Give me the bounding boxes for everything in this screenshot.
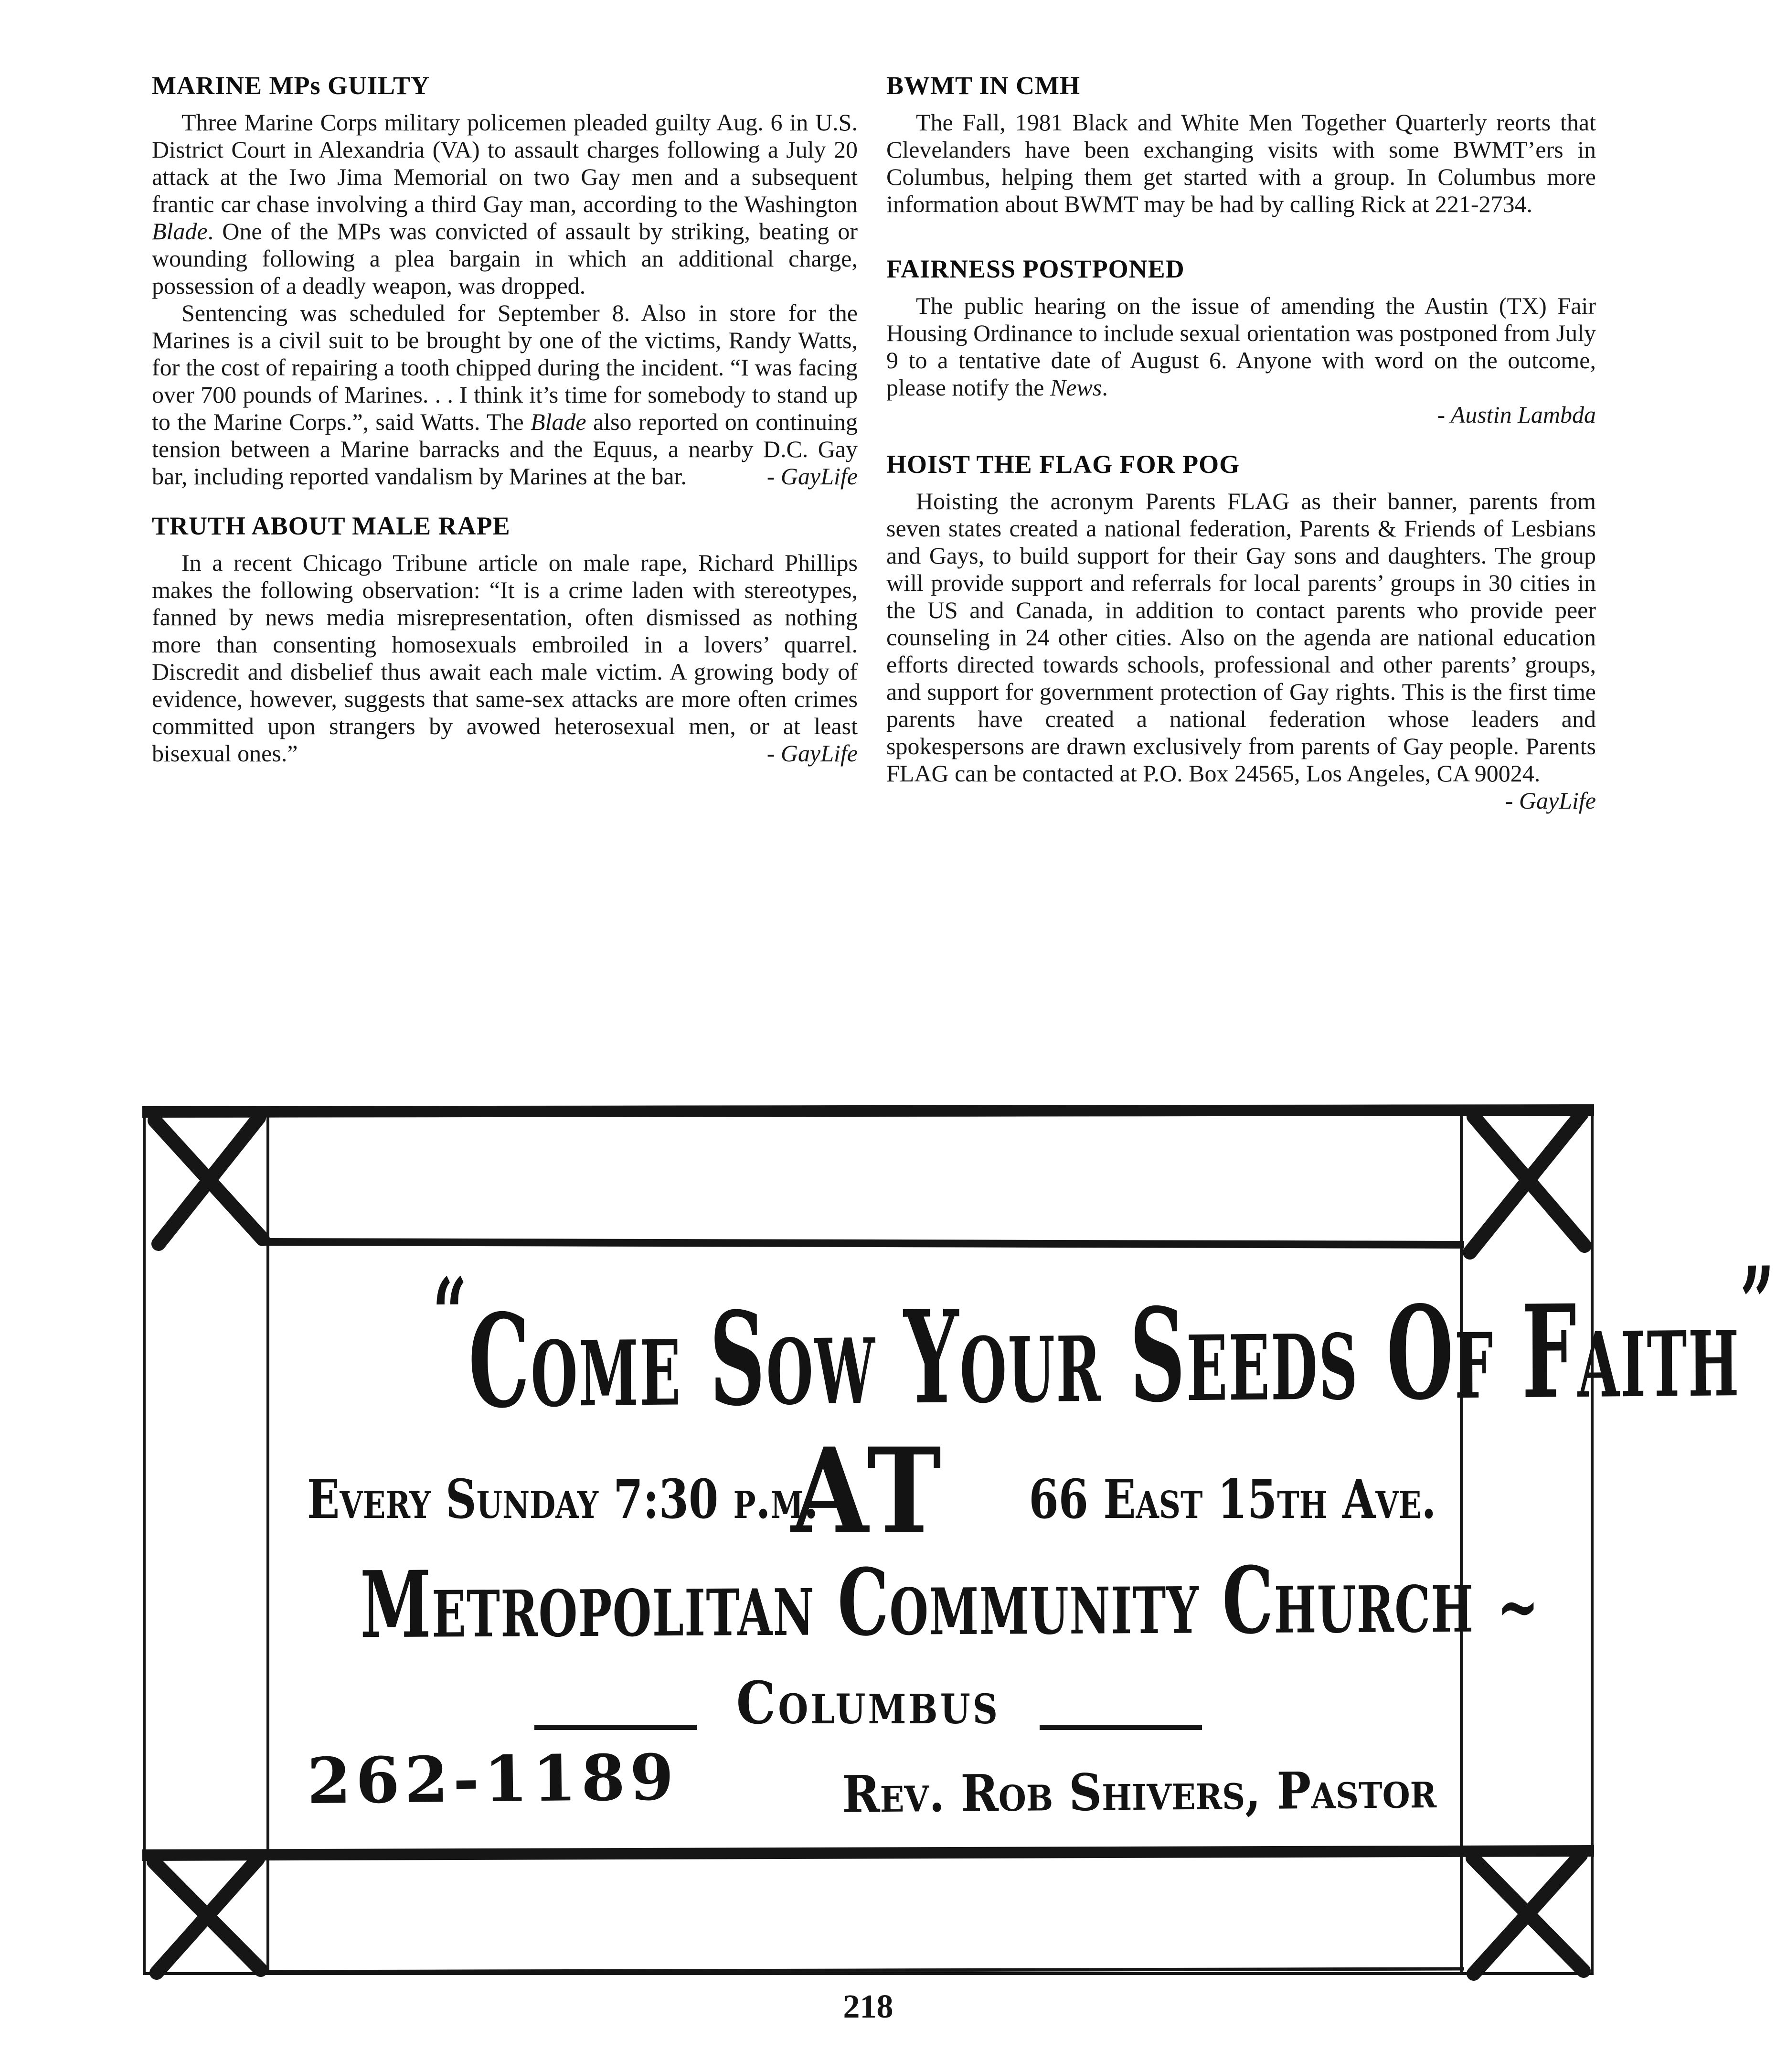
ad-at-word: AT: [791, 1422, 946, 1560]
text-run: In a recent Chicago Tribune article on male rape, Richard Phillips makes the following observation: “It is a crime laden with stereotypes, fanned by news media misrepresentation, often dismissed as nothing more than consenting homosexuals embroiled in a lovers’ quarrel. Discredit and disbelief thus await each male victim. A growing body of evidence, however, suggests that same-sex attacks are more often crimes committed upon strangers by avowed heterosexual men, or at least bisexual ones.”: [152, 549, 858, 767]
italic-run-blade: Blade: [152, 218, 208, 245]
marine-paragraph-2: [152, 299, 858, 490]
left-column: [152, 71, 858, 767]
ad-schedule: Every Sunday 7:30 p.m.: [307, 1468, 819, 1531]
article-title-hoist-the-flag-for-pog: HOIST THE FLAG FOR POG: [886, 450, 1240, 479]
hoist-paragraph-1: [886, 488, 1596, 787]
truth-paragraph-1: [152, 549, 858, 767]
text-run: .: [1102, 374, 1108, 401]
ad-address: 66 East 15th Ave.: [1029, 1468, 1436, 1531]
credit-gaylife: - GayLife: [766, 740, 858, 767]
ad-headline: [432, 1244, 1776, 1437]
ad-church-name: [360, 1546, 1540, 1659]
ad-headline-text: Come Sow Your Seeds Of Faith: [468, 1275, 1741, 1437]
ad-pastor-name: Rev. Rob Shivers, Pastor: [841, 1760, 1437, 1824]
ad-flourish: ~: [1497, 1564, 1540, 1649]
open-quote-mark: “: [432, 1256, 468, 1374]
article-title-truth-about-male-rape: TRUTH ABOUT MALE RAPE: [152, 512, 510, 540]
fairness-paragraph-1: [886, 292, 1596, 401]
text-run: The public hearing on the issue of amending the Austin (TX) Fair Housing Ordinance to include sexual orientation was postponed from July 9 to a tentative date of August 6. Anyone with word on the outcome, please notify the: [886, 292, 1596, 401]
ad-city: Columbus: [736, 1668, 1000, 1737]
bwmt-paragraph-1: [886, 109, 1596, 218]
underline-right: [1040, 1725, 1202, 1730]
text-run: Three Marine Corps military policemen pleaded guilty Aug. 6 in U.S. District Court in Alexandria (VA) to assault charges following a July 20 attack at the Iwo Jima Memorial on two Gay men and a subsequent frantic car chase involving a third Gay man, according to the Washington: [152, 109, 858, 217]
text-run: Hoisting the acronym Parents FLAG as their banner, parents from seven states created a national federation, Parents & Friends of Lesbians and Gays, to build support for their Gay sons and daughters. The group will provide support and referrals for local parents’ groups in 30 cities in the US and Canada, in addition to contact parents who provide peer counseling in 24 other cities. Also on the agenda are national education efforts directed towards schools, professional and other parents’ groups, and support for government protection of Gay rights. This is the first time parents have created a national federation whose leaders and spokespersons are drawn exclusively from parents of Gay people. Parents FLAG can be contacted at P.O. Box 24565, Los Angeles, CA 90024.: [886, 488, 1596, 787]
text-run: Sentencing was scheduled for September 8. Also in store for the Marines is a civil suit to be brought by one of the victims, Randy Watts, for the cost of repairing a tooth chipped during the incident. “I was facing over 700 pounds of Marines. . . I think it’s time for somebody to stand up to the Marine Corps.”, said Watts. The: [152, 299, 858, 435]
italic-run-news: News: [1050, 374, 1102, 401]
marine-paragraph-1: [152, 109, 858, 299]
right-column: [886, 71, 1596, 814]
italic-run-blade: Blade: [531, 408, 586, 435]
credit-gaylife: - GayLife: [766, 463, 858, 490]
page-number: 218: [843, 1988, 893, 2025]
text-run: . One of the MPs was convicted of assault by striking, beating or wounding following a plea bargain in which an additional charge, possession of a deadly weapon, was dropped.: [152, 218, 858, 299]
article-title-fairness-postponed: FAIRNESS POSTPONED: [886, 255, 1185, 283]
close-quote-mark: ”: [1740, 1244, 1776, 1363]
credit-gaylife: - GayLife: [1505, 787, 1596, 814]
ad-church-text: Metropolitan Community Church: [360, 1546, 1497, 1659]
ad-phone-number: 262-1189: [307, 1740, 679, 1819]
text-run: also reported on continuing tension between a Marine barracks and the Equus, a nearby D.C. Gay bar, including reported vandalism by Marines at the bar.: [152, 408, 858, 490]
church-ad: [142, 1104, 1776, 1977]
article-title-bwmt-in-cmh: BWMT IN CMH: [886, 71, 1081, 100]
credit-austin-lambda: - Austin Lambda: [1437, 401, 1596, 428]
text-run: The Fall, 1981 Black and White Men Together Quarterly reorts that Clevelanders have been exchanging visits with some BWMT’ers in Columbus, helping them get started with a group. In Columbus more information about BWMT may be had by calling Rick at 221-2734.: [886, 109, 1596, 217]
underline-left: [534, 1725, 697, 1730]
ad-city-row: [142, 1668, 1594, 1737]
article-title-marine-mps-guilty: MARINE MPs GUILTY: [152, 71, 430, 100]
